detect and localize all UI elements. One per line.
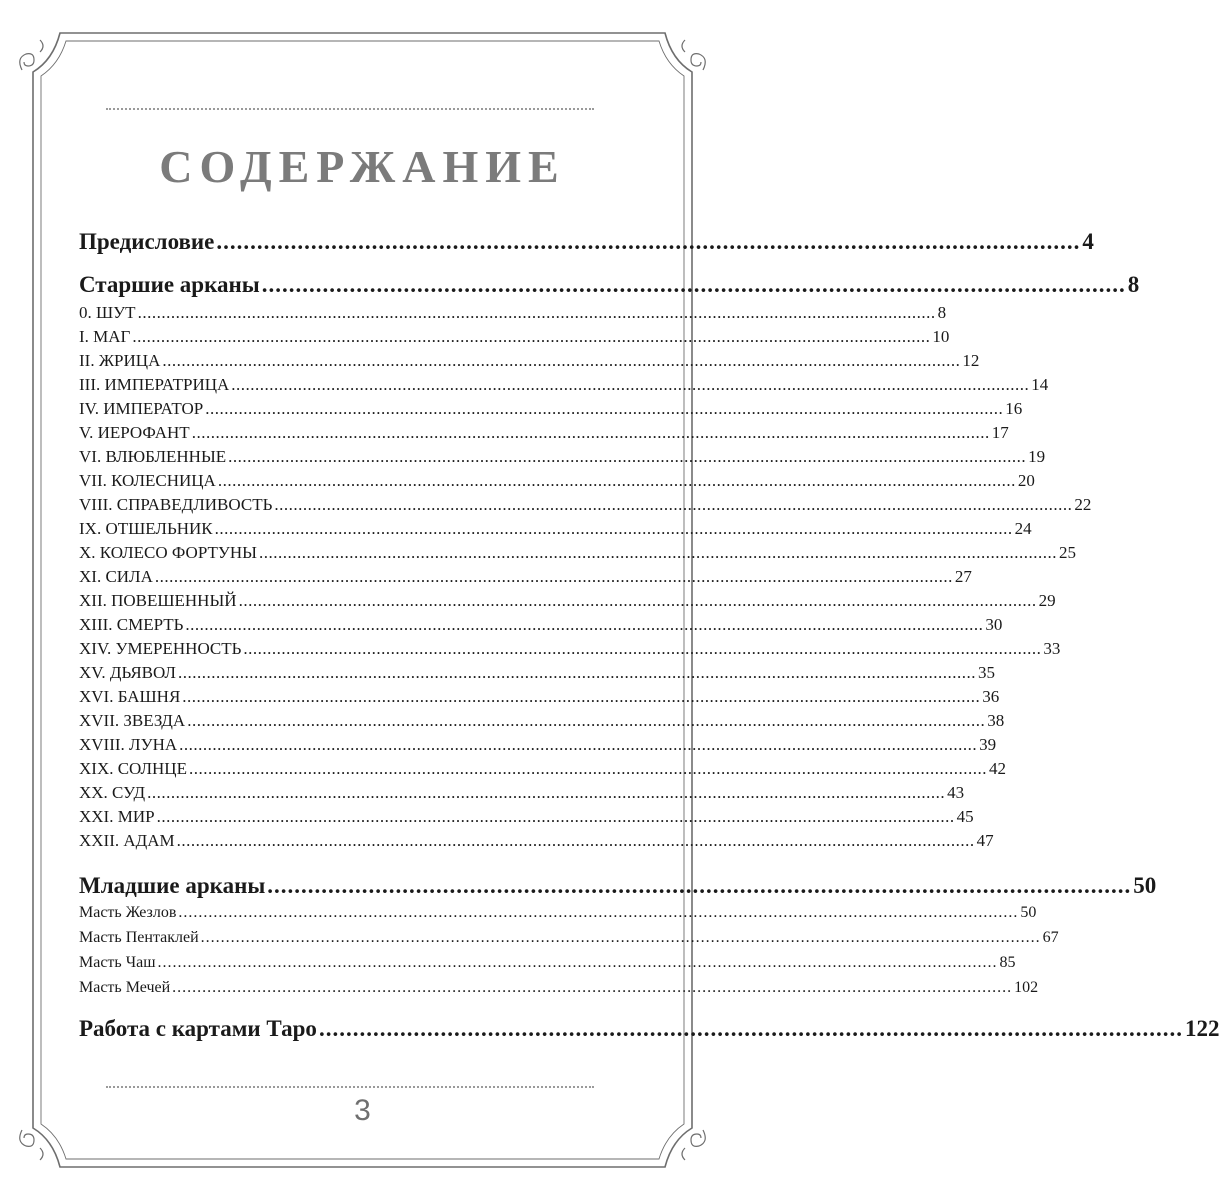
toc-entry: VI. ВЛЮБЛЕННЫЕ ........................................................................................................................................................................ 19 bbox=[79, 447, 1046, 466]
leader-dots: ................................................................................................................................ bbox=[261, 272, 1126, 297]
toc-entry: XVI. БАШНЯ ........................................................................................................................................................................ 36 bbox=[79, 687, 1000, 706]
toc-entry: VII. КОЛЕСНИЦА ........................................................................................................................................................................ 20 bbox=[79, 471, 1035, 490]
leader-dots: ................................................................................................................................ bbox=[267, 873, 1132, 898]
toc-entry: X. КОЛЕСО ФОРТУНЫ ........................................................................................................................................................................ 25 bbox=[79, 543, 1077, 562]
toc-section-page: 8 bbox=[1127, 272, 1140, 297]
toc-entry: XIII. СМЕРТЬ ........................................................................................................................................................................ 30 bbox=[79, 615, 1003, 634]
toc-section-minor-arcana bbox=[79, 873, 1157, 903]
toc-section-page: 122 bbox=[1184, 1016, 1219, 1041]
toc-entry: II. ЖРИЦА ........................................................................................................................................................................ 12 bbox=[79, 351, 980, 370]
toc-section-label: Старшие арканы bbox=[79, 272, 260, 297]
toc-section-page: 50 bbox=[1133, 873, 1157, 898]
toc-entry: XIV. УМЕРЕННОСТЬ ........................................................................................................................................................................ 33 bbox=[79, 639, 1061, 658]
toc-entry: IV. ИМПЕРАТОР ........................................................................................................................................................................ 16 bbox=[79, 399, 1023, 418]
bottom-dotted-rule bbox=[106, 1086, 594, 1088]
toc-entry: Масть Жезлов ........................................................................................................................................................................ 50 bbox=[79, 904, 1037, 921]
toc-entry: I. МАГ ........................................................................................................................................................................ 10 bbox=[79, 327, 950, 346]
toc-entry: 0. ШУТ ........................................................................................................................................................................ 8 bbox=[79, 303, 947, 322]
toc-entry: VIII. СПРАВЕДЛИВОСТЬ ........................................................................................................................................................................ 22 bbox=[79, 495, 1092, 514]
toc-entry: XXI. МИР ........................................................................................................................................................................ 45 bbox=[79, 807, 974, 826]
toc-entry: Масть Чаш ........................................................................................................................................................................ 85 bbox=[79, 954, 1016, 971]
toc-entry: V. ИЕРОФАНТ ........................................................................................................................................................................ 17 bbox=[79, 423, 1009, 442]
toc-section-major-arcana bbox=[79, 272, 1140, 302]
toc-entry: XX. СУД ........................................................................................................................................................................ 43 bbox=[79, 783, 965, 802]
toc-section-working-with-tarot bbox=[79, 1016, 1219, 1046]
toc-section-label: Работа с картами Таро bbox=[79, 1016, 317, 1041]
top-dotted-rule bbox=[106, 108, 594, 110]
leader-dots: ................................................................................................................................ bbox=[318, 1016, 1183, 1041]
leader-dots: ................................................................................................................................ bbox=[216, 229, 1081, 254]
toc-entry: XII. ПОВЕШЕННЫЙ ........................................................................................................................................................................ 29 bbox=[79, 591, 1056, 610]
toc-entry: XV. ДЬЯВОЛ ........................................................................................................................................................................ 35 bbox=[79, 663, 995, 682]
toc-section-label: Предисловие bbox=[79, 229, 215, 254]
toc-entry: IX. ОТШЕЛЬНИК ........................................................................................................................................................................ 24 bbox=[79, 519, 1032, 538]
toc-entry: XVIII. ЛУНА ........................................................................................................................................................................ 39 bbox=[79, 735, 997, 754]
toc-entry: XVII. ЗВЕЗДА ........................................................................................................................................................................ 38 bbox=[79, 711, 1005, 730]
toc-entry: III. ИМПЕРАТРИЦА ........................................................................................................................................................................ 14 bbox=[79, 375, 1049, 394]
toc-entry: XI. СИЛА ........................................................................................................................................................................ 27 bbox=[79, 567, 972, 586]
toc-section-label: Младшие арканы bbox=[79, 873, 266, 898]
toc-entry: XXII. АДАМ ........................................................................................................................................................................ 47 bbox=[79, 831, 994, 850]
toc-entry: Масть Пентаклей ........................................................................................................................................................................ 67 bbox=[79, 929, 1059, 946]
toc-entry: XIX. СОЛНЦЕ ........................................................................................................................................................................ 42 bbox=[79, 759, 1006, 778]
toc-section-preface bbox=[79, 229, 1094, 259]
page-number: 3 bbox=[354, 1094, 371, 1127]
toc-section-page: 4 bbox=[1082, 229, 1094, 254]
toc-entry: Масть Мечей ........................................................................................................................................................................ 102 bbox=[79, 979, 1039, 996]
page-title: СОДЕРЖАНИЕ bbox=[159, 141, 566, 192]
